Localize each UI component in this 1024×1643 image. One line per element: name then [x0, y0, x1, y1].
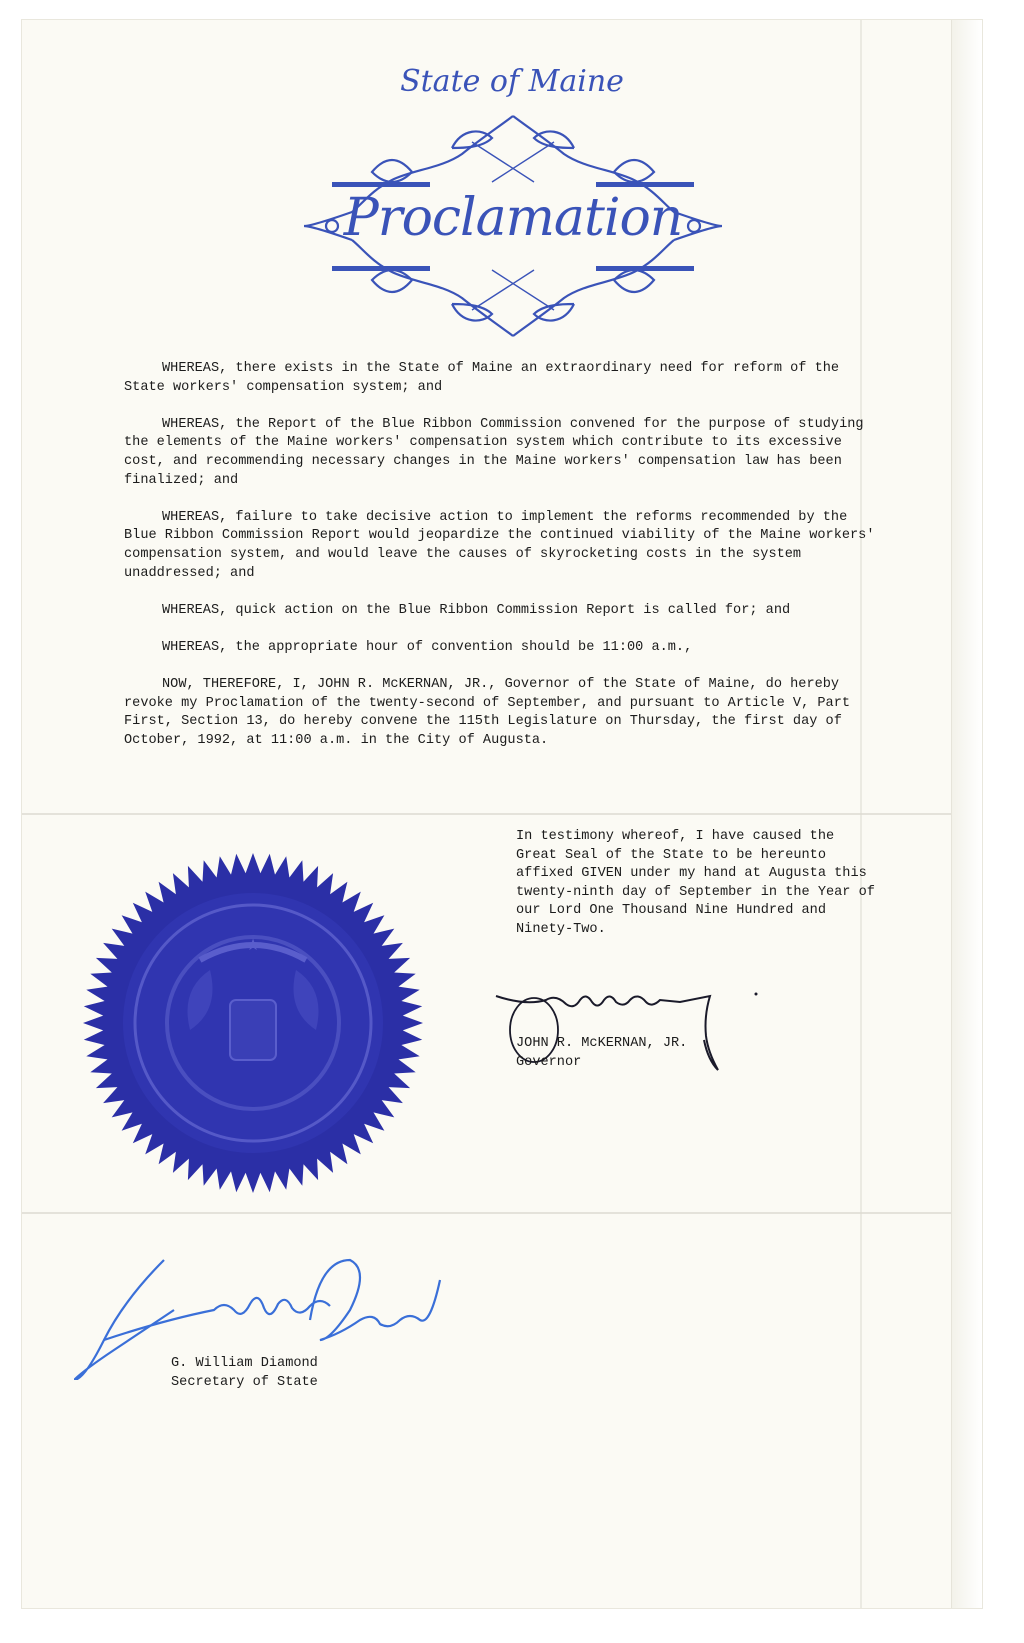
governor-signature-block — [516, 1035, 687, 1072]
whereas-paragraph-5: WHEREAS, the appropriate hour of convention should be 11:00 a.m., — [162, 639, 693, 655]
proclamation-ornament — [292, 108, 734, 344]
secretary-name: G. William Diamond — [171, 1356, 318, 1371]
secretary-title: Secretary of State — [171, 1374, 318, 1390]
proclamation-body — [124, 360, 884, 769]
proclamation-title: Proclamation — [343, 188, 683, 248]
therefore-paragraph: NOW, THEREFORE, I, JOHN R. McKERNAN, JR., Governor of the State of Maine, do hereby revoke my Proclamation of the twenty-second of September, and pursuant to Article V, Part First, Section 13, do hereby convene the 115th Legislature on Thursday, the first day of October, 1992, at 11:00 a.m. in the City of Augusta. — [124, 677, 851, 748]
governor-name: JOHN R. McKERNAN, JR. — [516, 1036, 688, 1051]
governor-title: Governor — [516, 1054, 582, 1070]
fold-line — [22, 1212, 952, 1214]
svg-text:★: ★ — [245, 935, 261, 954]
whereas-paragraph-3: WHEREAS, failure to take decisive action to implement the reforms recommended by the Blue Ribbon Commission Report would jeopardize the continued viability of the Maine workers' compensation system, and would leave the causes of skyrocketing costs in the system unaddressed; and — [124, 509, 875, 581]
secretary-signature-block — [171, 1355, 318, 1392]
whereas-paragraph-1: WHEREAS, there exists in the State of Maine an extraordinary need for reform of the State workers' compensation system; and — [124, 361, 840, 395]
state-title: State of Maine — [400, 64, 624, 99]
testimony-block: In testimony whereof, I have caused the Great Seal of the State to be hereunto affixed GIVEN under my hand at Augusta this twenty-ninth day of September in the Year of our Lord One Thousand Nine Hundred and Ninety-Two. — [516, 829, 875, 937]
whereas-paragraph-2: WHEREAS, the Report of the Blue Ribbon Commission convened for the purpose of studying the elements of the Maine workers' compensation system which contribute to its excessive cost, and recommending necessary changes in the Maine workers' compensation law has been finalized; and — [124, 416, 864, 488]
state-seal-icon — [80, 850, 426, 1196]
whereas-paragraph-4: WHEREAS, quick action on the Blue Ribbon Commission Report is called for; and — [162, 602, 791, 618]
fold-line — [860, 20, 862, 1608]
fold-line — [22, 813, 952, 815]
